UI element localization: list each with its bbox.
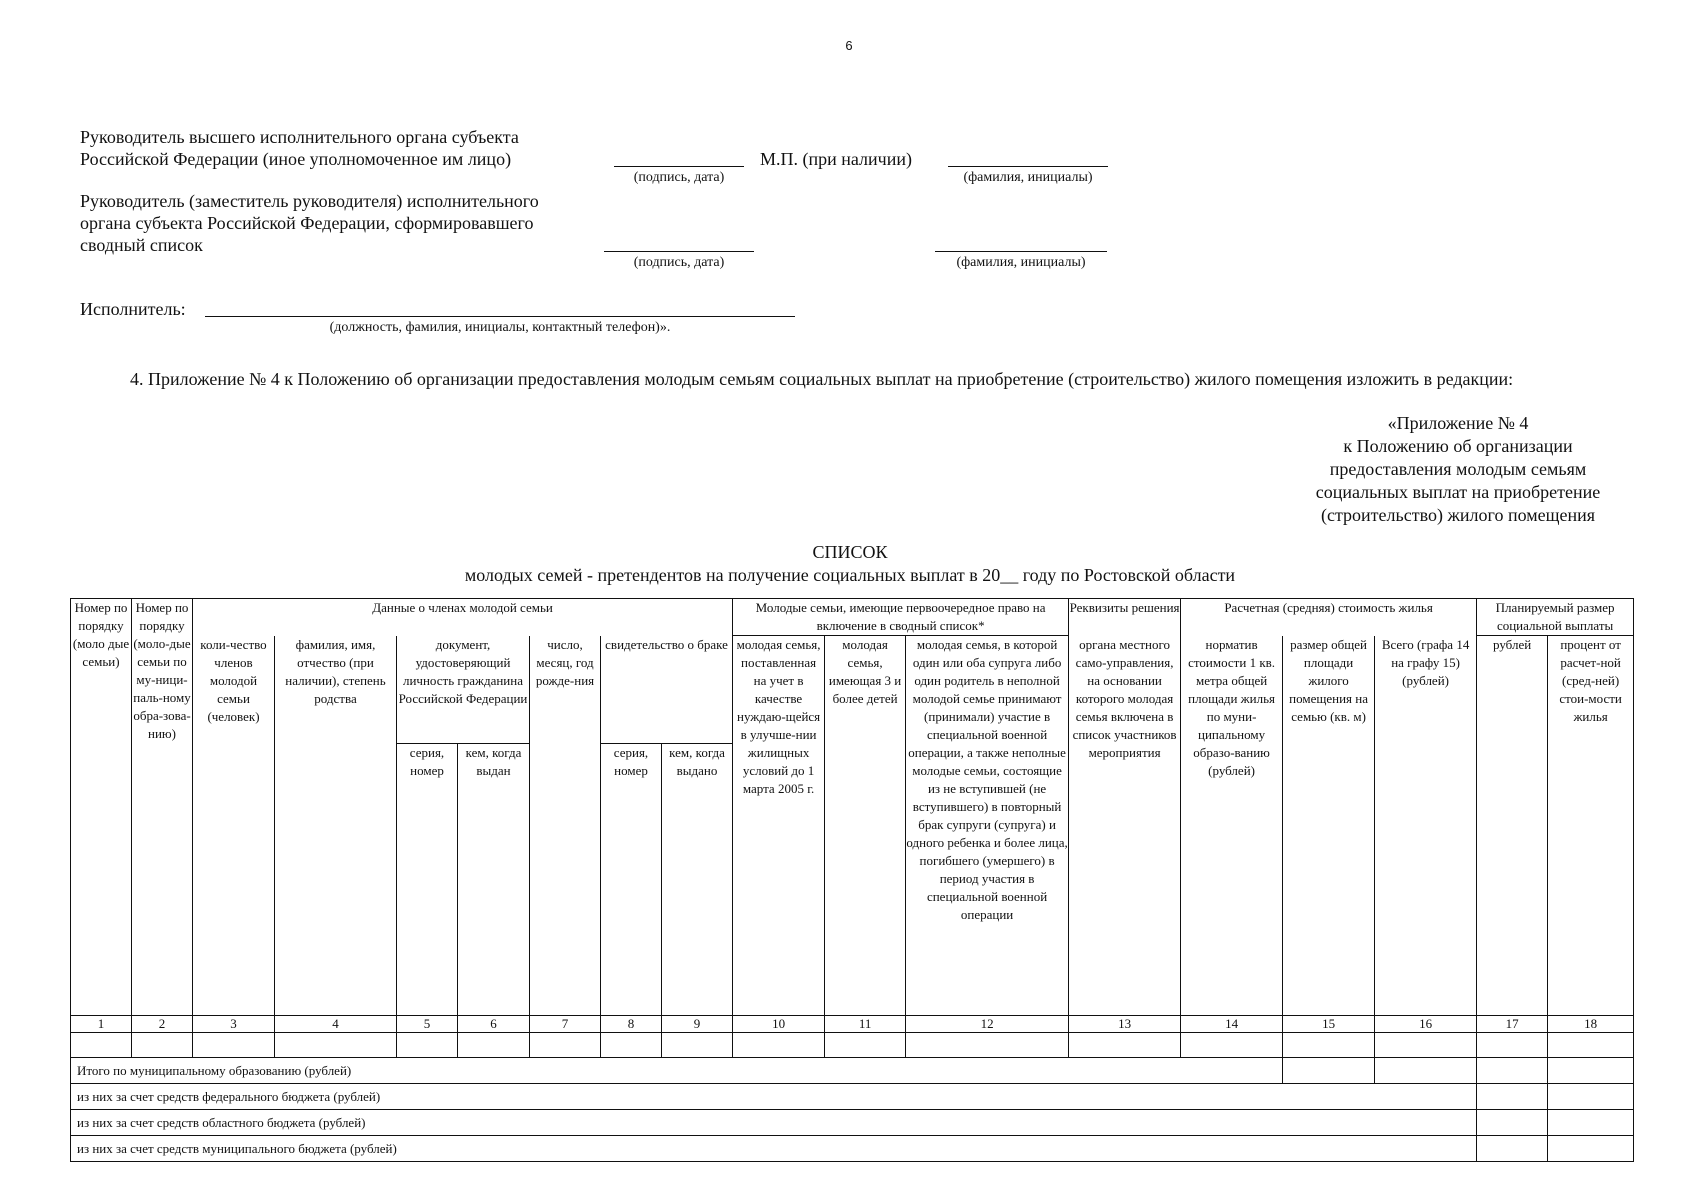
group-cost-header: Расчетная (средняя) стоимость жилья (1181, 599, 1477, 636)
appendix-line-3: предоставления молодым семьям (1329, 459, 1587, 479)
empty-cell (1548, 1136, 1634, 1162)
total-municipal-budget-row (71, 1136, 1634, 1162)
stamp-label: М.П. (при наличии) (760, 149, 912, 169)
column-number: 4 (275, 1016, 397, 1033)
col-5-header: серия, номер (397, 744, 458, 1016)
column-numbers-row (71, 1016, 1634, 1033)
amendment-paragraph: 4. Приложение № 4 к Положению об организации предоставления молодым семьям социальных выплат на приобретение (строительство) жилого помещения изложить в редакции: (130, 369, 1514, 389)
group-members-header: Данные о членах молодой семьи (193, 599, 733, 636)
empty-cell (458, 1033, 530, 1058)
total-federal-row (71, 1084, 1634, 1110)
column-number: 16 (1375, 1016, 1477, 1033)
column-number: 2 (132, 1016, 193, 1033)
total-municipal-row (71, 1058, 1634, 1084)
group-payment-header: Планируемый размер социальной выплаты (1477, 599, 1634, 636)
list-title: СПИСОК (812, 542, 888, 562)
executor-line (205, 316, 795, 317)
deputy-signature-line (604, 251, 754, 252)
col-11-header: молодая семья, имеющая 3 и более детей (825, 636, 906, 1016)
column-number: 10 (733, 1016, 825, 1033)
empty-cell (1548, 1058, 1634, 1084)
empty-cell (1477, 1136, 1548, 1162)
page-number: 6 (845, 38, 853, 53)
col-6-header: кем, когда выдан (458, 744, 530, 1016)
column-number: 8 (601, 1016, 662, 1033)
executor-hint: (должность, фамилия, инициалы, контактный телефон)». (329, 320, 671, 335)
empty-cell (601, 1033, 662, 1058)
empty-cell (132, 1033, 193, 1058)
col-12-header: молодая семья, в которой один или оба супруга либо один родитель в неполной молодой семье принимают (принимали) участие в специальной военной операции, а также неполные молодые семьи, состоящие из не вступившей (не вступившего) в повторный брак супруги (супруга) и одного ребенка и более лица, погибшего (умершего) в период участия в специальной военной операции (906, 636, 1069, 1016)
total-municipal-budget-label: из них за счет средств муниципального бюджета (рублей) (71, 1136, 1477, 1162)
head-name-hint: (фамилия, инициалы) (963, 170, 1093, 185)
col-17-header: рублей (1477, 636, 1548, 1016)
empty-cell (1375, 1033, 1477, 1058)
col-14-header: норматив стоимости 1 кв. метра общей площади жилья по муни-ципальному образо-ванию (рублей) (1181, 636, 1283, 1016)
column-number: 7 (530, 1016, 601, 1033)
head-label-line-1: Руководитель высшего исполнительного органа субъекта (80, 127, 519, 147)
column-number: 12 (906, 1016, 1069, 1033)
empty-cell (1477, 1058, 1548, 1084)
column-number: 15 (1283, 1016, 1375, 1033)
empty-cell (397, 1033, 458, 1058)
empty-cell (1548, 1110, 1634, 1136)
col-1-header: Номер по порядку (моло дые семьи) (71, 599, 132, 1016)
empty-cell (1477, 1110, 1548, 1136)
families-table (70, 598, 1634, 1162)
col-16-header: Всего (графа 14 на графу 15) (рублей) (1375, 636, 1477, 1016)
column-number: 11 (825, 1016, 906, 1033)
doc-group-header: документ, удостоверяющий личность гражданина Российской Федерации (397, 636, 530, 744)
empty-cell (733, 1033, 825, 1058)
col-10-header: молодая семья, поставленная на учет в качестве нуждаю-щейся в улучше-нии жилищных условий до 1 марта 2005 г. (733, 636, 825, 1016)
col-3-header: коли-чество членов молодой семьи (человек) (193, 636, 275, 1016)
group-priority-header: Молодые семьи, имеющие первоочередное право на включение в сводный список* (733, 599, 1069, 636)
head-name-line (948, 166, 1108, 167)
col-9-header: кем, когда выдано (662, 744, 733, 1016)
appendix-line-5: (строительство) жилого помещения (1320, 505, 1596, 525)
column-number: 13 (1069, 1016, 1181, 1033)
total-municipal-label: Итого по муниципальному образованию (рублей) (71, 1058, 1283, 1084)
empty-cell (906, 1033, 1069, 1058)
empty-cell (193, 1033, 275, 1058)
empty-cell (275, 1033, 397, 1058)
empty-cell (1477, 1084, 1548, 1110)
deputy-label-line-1: Руководитель (заместитель руководителя) исполнительного (80, 191, 539, 211)
empty-cell (1069, 1033, 1181, 1058)
empty-cell (1548, 1033, 1634, 1058)
empty-cell (1477, 1033, 1548, 1058)
column-number: 14 (1181, 1016, 1283, 1033)
col-13-group-header: Реквизиты решения (1069, 599, 1181, 636)
col-2-header: Номер по порядку (моло-дые семьи по му-ници-паль-ному обра-зова-нию) (132, 599, 193, 1016)
empty-cell (530, 1033, 601, 1058)
col-4-header: фамилия, имя, отчество (при наличии), степень родства (275, 636, 397, 1016)
head-signature-line (614, 166, 744, 167)
list-subtitle: молодых семей - претендентов на получение социальных выплат в 20__ году по Ростовской области (464, 565, 1236, 585)
total-regional-label: из них за счет средств областного бюджета (рублей) (71, 1110, 1477, 1136)
deputy-name-line (935, 251, 1107, 252)
total-regional-row (71, 1110, 1634, 1136)
column-number: 17 (1477, 1016, 1548, 1033)
column-number: 3 (193, 1016, 275, 1033)
col-15-header: размер общей площади жилого помещения на семью (кв. м) (1283, 636, 1375, 1016)
empty-cell (1548, 1084, 1634, 1110)
col-8-header: серия, номер (601, 744, 662, 1016)
empty-cell (1283, 1058, 1375, 1084)
column-number: 6 (458, 1016, 530, 1033)
empty-cell (825, 1033, 906, 1058)
marriage-group-header: свидетельство о браке (601, 636, 733, 744)
head-signature-hint: (подпись, дата) (633, 170, 725, 185)
appendix-line-4: социальных выплат на приобретение (1315, 482, 1601, 502)
column-number: 5 (397, 1016, 458, 1033)
empty-cell (1375, 1058, 1477, 1084)
empty-cell (1283, 1033, 1375, 1058)
head-label-line-2: Российской Федерации (иное уполномоченное им лицо) (80, 149, 512, 169)
executor-label: Исполнитель: (80, 299, 186, 319)
appendix-line-1: «Приложение № 4 (1387, 413, 1529, 433)
column-number: 1 (71, 1016, 132, 1033)
appendix-line-2: к Положению об организации (1343, 436, 1573, 456)
total-federal-label: из них за счет средств федерального бюджета (рублей) (71, 1084, 1477, 1110)
table-row (71, 1033, 1634, 1058)
deputy-name-hint: (фамилия, инициалы) (956, 255, 1086, 270)
col-18-header: процент от расчет-ной (сред-ней) стои-мости жилья (1548, 636, 1634, 1016)
column-number: 18 (1548, 1016, 1634, 1033)
deputy-label-line-2: органа субъекта Российской Федерации, сформировавшего (80, 213, 534, 233)
deputy-signature-hint: (подпись, дата) (633, 255, 725, 270)
empty-cell (1181, 1033, 1283, 1058)
col-13-header: органа местного само-управления, на основании которого молодая семья включена в список участников мероприятия (1069, 636, 1181, 1016)
deputy-label-line-3: сводный список (80, 235, 203, 255)
col-7-header: число, месяц, год рожде-ния (530, 636, 601, 1016)
column-number: 9 (662, 1016, 733, 1033)
empty-cell (662, 1033, 733, 1058)
empty-cell (71, 1033, 132, 1058)
appendix-header (1268, 412, 1648, 527)
